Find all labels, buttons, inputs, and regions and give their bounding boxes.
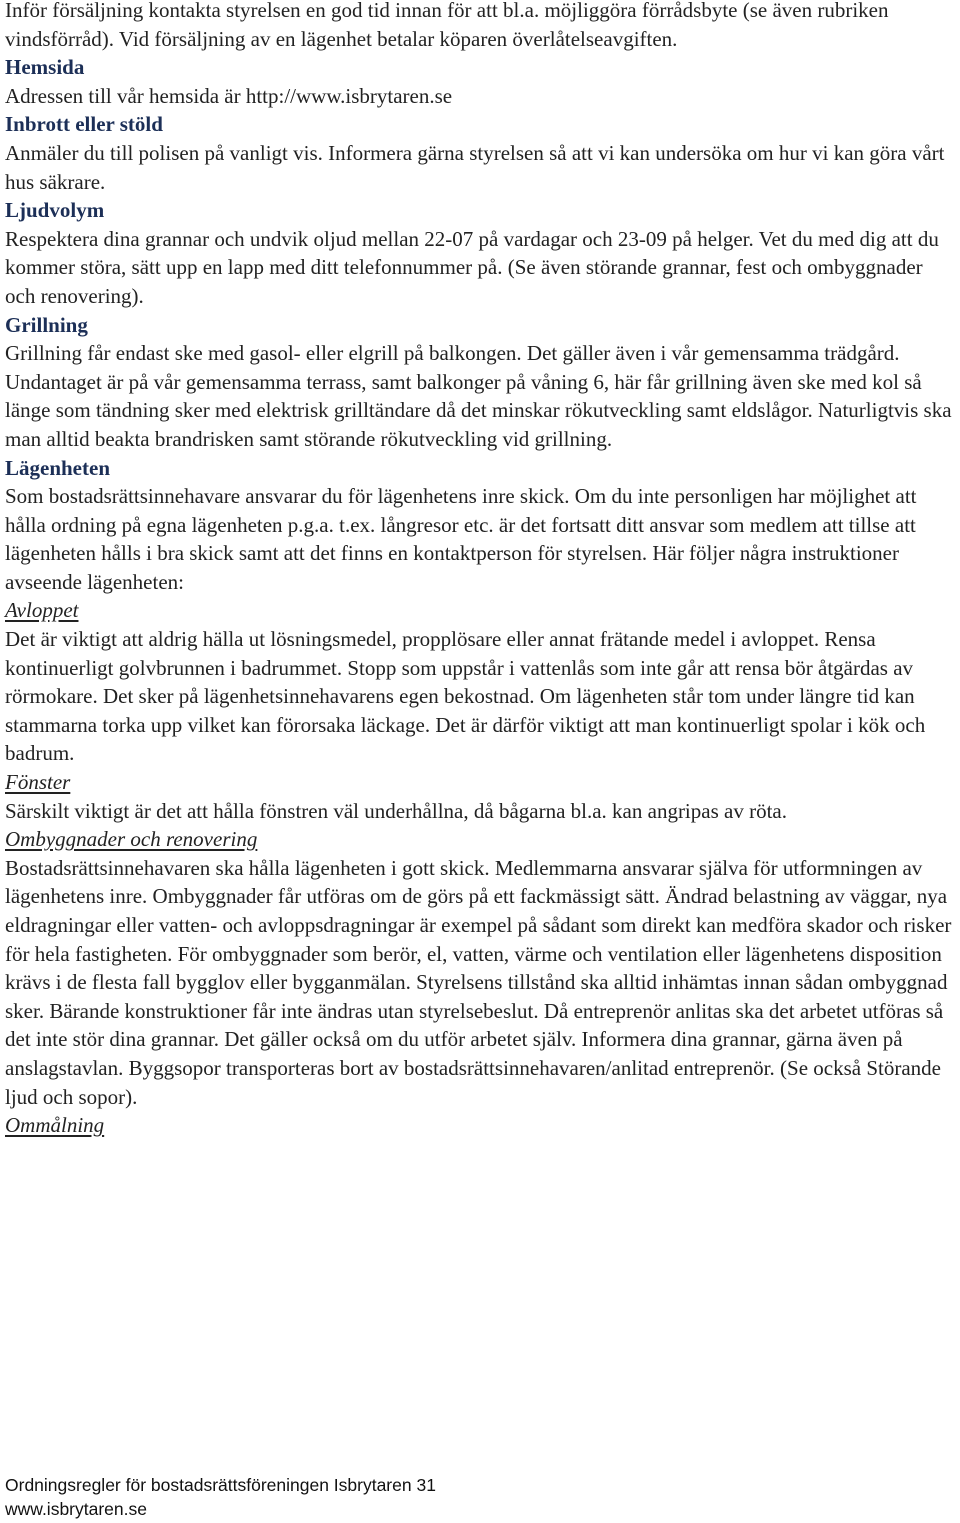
heading-lagenheten: Lägenheten bbox=[5, 455, 110, 480]
subheading-avloppet: Avloppet bbox=[5, 598, 79, 623]
footer-title: Ordningsregler för bostadsrättsföreningen Isbrytaren 31 bbox=[5, 1475, 436, 1495]
heading-grillning: Grillning bbox=[5, 312, 88, 337]
page-footer bbox=[5, 1473, 436, 1521]
document-page bbox=[5, 0, 957, 1140]
heading-inbrott: Inbrott eller stöld bbox=[5, 112, 163, 137]
subheading-ommalning: Ommålning bbox=[5, 1113, 105, 1138]
paragraph-lagenheten: Som bostadsrättsinnehavare ansvarar du för lägenhetens inre skick. Om du inte personligen har möjlighet att hålla ordning på egna lägenheten p.g.a. t.ex. långresor etc. är det fortsatt ditt ansvar som medlem att tillse att lägenheten hålls i bra skick samt att det finns en kontaktperson för styrelsen. Här följer några instruktioner avseende lägenheten: bbox=[5, 484, 917, 594]
paragraph-inbrott: Anmäler du till polisen på vanligt vis. Informera gärna styrelsen så att vi kan undersöka om hur vi kan göra vårt hus säkrare. bbox=[5, 140, 945, 194]
paragraph-ombyggnader: Bostadsrättsinnehavaren ska hålla lägenheten i gott skick. Medlemmarna ansvarar själva för utformningen av lägenhetens inre. Ombyggnader får utföras om de görs på ett fackmässigt sätt. Ändrad belastning av väggar, nya eldragningar eller vatten- och avloppsdragningar är exempel på sådant som direkt kan medföra skador och risker för hela fastigheten. För ombyggnader som berör, el, vatten, värme och ventilation eller lägenhetens disposition krävs i de flesta fall bygglov eller bygganmälan. Styrelsens tillstånd ska alltid inhämtas innan sådan ombyggnad sker. Bärande konstruktioner får inte ändras utan styrelsebeslut. Då entreprenör anlitas ska det arbetet utföras så det inte stör dina grannar. Det gäller också om du utför arbetet själv. Informera dina grannar, gärna även på anslagstavlan. Byggsopor transporteras bort av bostadsrättsinnehavaren/anlitad entreprenör. (Se också Störande ljud och sopor). bbox=[5, 855, 952, 1109]
footer-url: www.isbrytaren.se bbox=[5, 1499, 147, 1519]
paragraph-avloppet: Det är viktigt att aldrig hälla ut lösningsmedel, propplösare eller annat frätande medel i avloppet. Rensa kontinuerligt golvbrunnen i badrummet. Stopp som uppstår i vattenlås som inte går att rensa bör åtgärdas av rörmokare. Det sker på lägenhetsinnehavarens egen bekostnad. Om lägenheten står tom under längre tid kan stammarna torka upp vilket kan förorsaka läckage. Det är därför viktigt att man kontinuerligt spolar i kök och badrum. bbox=[5, 627, 926, 766]
subheading-ombyggnader: Ombyggnader och renovering bbox=[5, 827, 258, 852]
heading-ljudvolym: Ljudvolym bbox=[5, 198, 105, 223]
paragraph-hemsida: Adressen till vår hemsida är http://www.isbrytaren.se bbox=[5, 83, 453, 108]
paragraph-grillning: Grillning får endast ske med gasol- eller elgrill på balkongen. Det gäller även i vår gemensamma trädgård. Undantaget är på vår gemensamma terrass, samt balkonger på våning 6, här får grillning även ske med kol så länge som tändning sker med elektrisk grilltändare då det minskar rökutveckling samt eldslågor. Naturligtvis ska man alltid beakta brandrisken samt störande rökutveckling vid grillning. bbox=[5, 341, 952, 451]
paragraph-ljudvolym: Respektera dina grannar och undvik oljud mellan 22-07 på vardagar och 23-09 på helger. Vet du med dig att du kommer störa, sätt upp en lapp med ditt telefonnummer på. (Se även störande grannar, fest och ombyggnader och renovering). bbox=[5, 226, 939, 308]
paragraph-fonster: Särskilt viktigt är det att hålla fönstren väl underhållna, då bågarna bl.a. kan angripas av röta. bbox=[5, 798, 787, 823]
subheading-fonster: Fönster bbox=[5, 770, 71, 795]
intro-paragraph: Inför försäljning kontakta styrelsen en god tid innan för att bl.a. möjliggöra förrådsbyte (se även rubriken vindsförråd). Vid försäljning av en lägenhet betalar köparen överlåtelseavgiften. bbox=[5, 0, 889, 51]
heading-hemsida: Hemsida bbox=[5, 55, 85, 80]
